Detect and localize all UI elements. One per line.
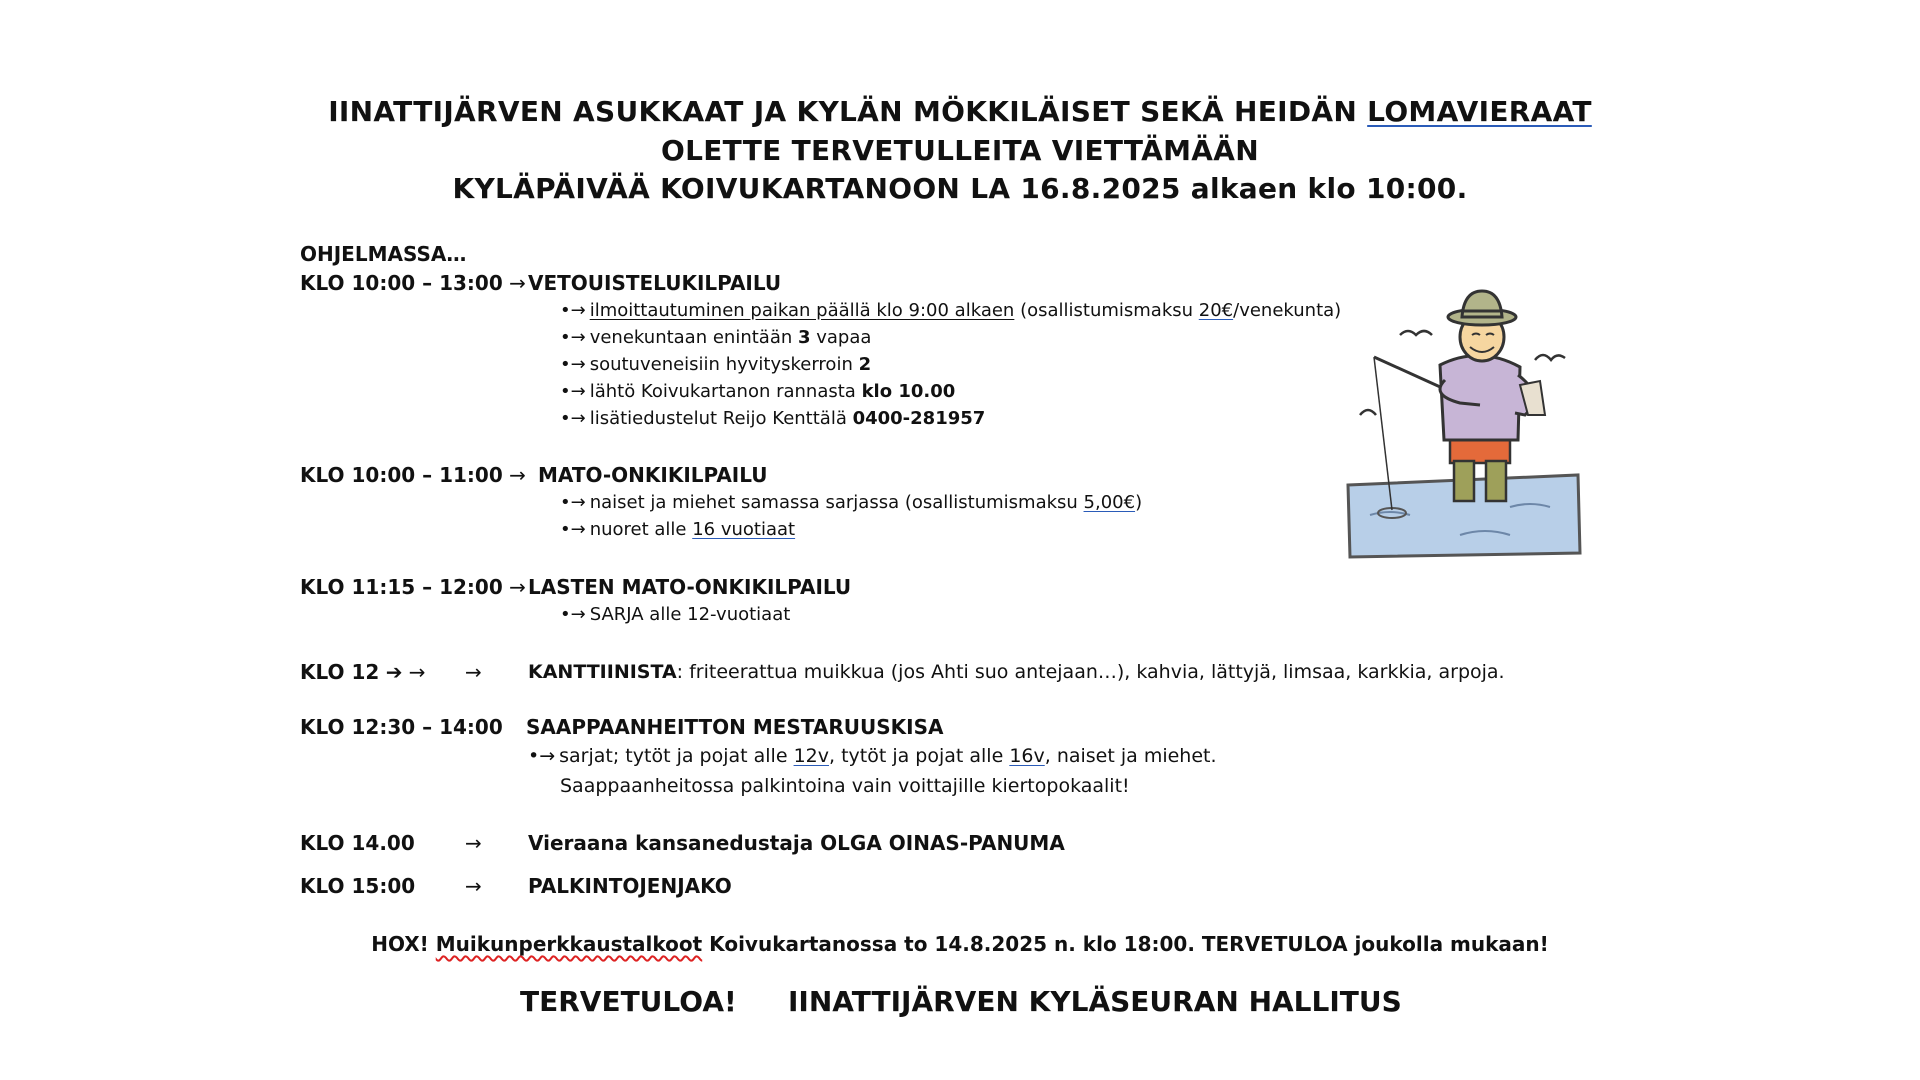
arrow-icon: → xyxy=(465,874,482,898)
header-line-2: OLETTE TERVETULLEITA VIETTÄMÄÄN xyxy=(661,134,1259,167)
bullet-icon: •→ xyxy=(560,327,586,348)
event-lasten-onki xyxy=(300,575,852,599)
event-vieras xyxy=(300,831,1065,855)
list-item: •→ lähtö Koivukartanon rannasta klo 10.00 xyxy=(560,381,956,402)
event-title: PALKINTOJENJAKO xyxy=(528,874,732,898)
list-item: •→ naiset ja miehet samassa sarjassa (osallistumismaksu 5,00€) xyxy=(560,492,1143,513)
arrow-icon: → xyxy=(509,575,526,599)
bullet-icon: •→ xyxy=(560,300,586,321)
hox-notice: HOX! Muikunperkkaustalkoot Koivukartanossa to 14.8.2025 n. klo 18:00. TERVETULOA joukolla mukaan! xyxy=(371,932,1549,956)
event-vetouistelu xyxy=(300,271,782,295)
event-title: Vieraana kansanedustaja OLGA OINAS-PANUMA xyxy=(528,831,1065,855)
arrow-icon: → xyxy=(509,463,526,487)
header-line-3: KYLÄPÄIVÄÄ KOIVUKARTANOON LA 16.8.2025 alkaen klo 10:00. xyxy=(452,172,1468,205)
header-line-1 xyxy=(0,95,1920,128)
event-title: LASTEN MATO-ONKIKILPAILU xyxy=(528,575,852,599)
bullet-icon: •→ xyxy=(560,519,586,540)
event-palkintojenjako xyxy=(300,874,732,898)
event-time: KLO 11:15 – 12:00 xyxy=(300,575,503,599)
event-title: SAAPPAANHEITTON MESTARUUSKISA xyxy=(526,715,944,739)
list-item: •→ venekuntaan enintään 3 vapaa xyxy=(560,327,872,348)
event-title: VETOUISTELUKILPAILU xyxy=(528,271,782,295)
event-time: KLO 10:00 – 11:00 xyxy=(300,463,503,487)
bullet-icon: •→ xyxy=(560,408,586,429)
bullet-icon: •→ xyxy=(560,492,586,513)
header-lomavieraat: LOMAVIERAAT xyxy=(1367,95,1592,128)
bullet-icon: •→ xyxy=(560,381,586,402)
footer-welcome: TERVETULOA! xyxy=(520,985,737,1018)
event-time: KLO 15:00 xyxy=(300,874,416,898)
event-saappaanheitto xyxy=(300,715,944,739)
list-item: Saappaanheitossa palkintoina vain voittajille kiertopokaalit! xyxy=(560,775,1130,797)
event-time: KLO 14.00 xyxy=(300,831,415,855)
header-line-1-text: IINATTIJÄRVEN ASUKKAAT JA KYLÄN MÖKKILÄISET SEKÄ HEIDÄN xyxy=(328,95,1368,128)
arrow-icon: ➔ → xyxy=(385,660,426,684)
list-item: •→ SARJA alle 12-vuotiaat xyxy=(560,604,791,625)
arrow-icon: → xyxy=(465,660,482,684)
kanttiini-text: KANTTIINISTA: friteerattua muikkua (jos Ahti suo antejaan…), kahvia, lättyjä, limsaa, karkkia, arpoja. xyxy=(528,661,1505,683)
bullet-icon: •→ xyxy=(560,354,586,375)
arrow-icon: → xyxy=(509,271,526,295)
list-item: •→ ilmoittautuminen paikan päällä klo 9:00 alkaen (osallistumismaksu 20€/venekunta) xyxy=(560,300,1342,321)
event-mato-onki xyxy=(300,463,768,487)
bullet-icon: •→ xyxy=(528,745,556,767)
arrow-icon: → xyxy=(465,831,482,855)
list-item: •→ nuoret alle 16 vuotiaat xyxy=(560,519,796,540)
event-kanttiini xyxy=(300,660,482,684)
program-title: OHJELMASSA… xyxy=(300,242,467,266)
event-title: MATO-ONKIKILPAILU xyxy=(538,463,768,487)
event-time: KLO 10:00 – 13:00 xyxy=(300,271,503,295)
list-item: •→ soutuveneisiin hyvityskerroin 2 xyxy=(560,354,872,375)
event-time: KLO 12 xyxy=(300,660,380,684)
list-item: •→ sarjat; tytöt ja pojat alle 12v, tytöt ja pojat alle 16v, naiset ja miehet. xyxy=(528,745,1217,767)
bullet-icon: •→ xyxy=(560,604,586,625)
footer-signature: IINATTIJÄRVEN KYLÄSEURAN HALLITUS xyxy=(788,985,1402,1018)
event-time: KLO 12:30 – 14:00 xyxy=(300,715,503,739)
fisherman-icon xyxy=(1340,285,1590,560)
list-item: •→ lisätiedustelut Reijo Kenttälä 0400-281957 xyxy=(560,408,986,429)
